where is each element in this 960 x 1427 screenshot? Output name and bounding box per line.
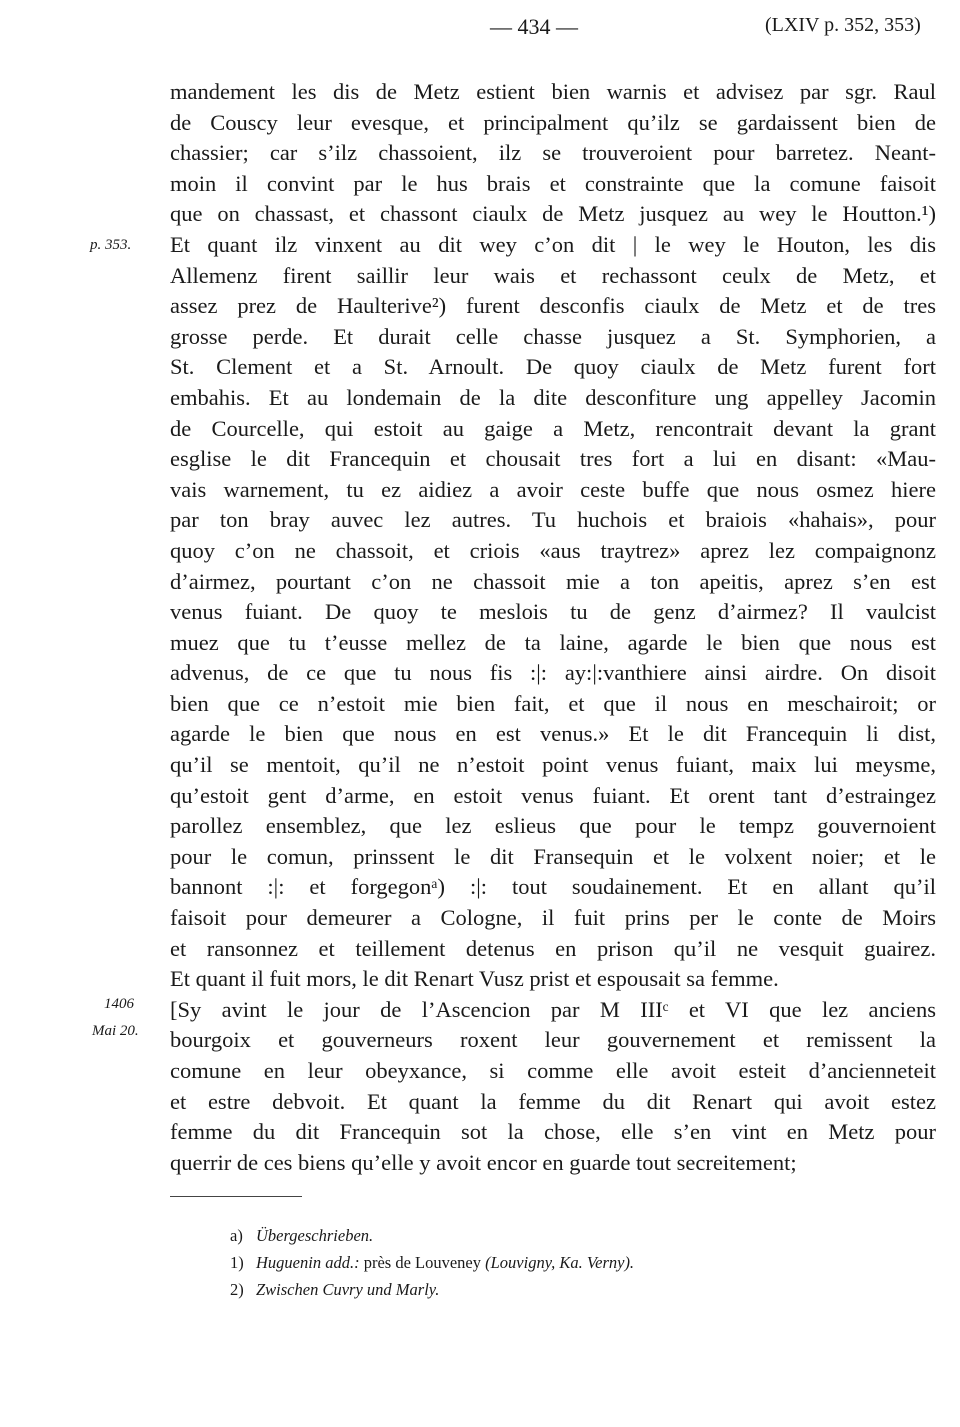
footnote-lead: Huguenin add.: [256,1253,360,1272]
text-line: quoy c’on ne chassoit, et criois «aus traytrez» aprez lez compaignonz [170,537,936,563]
footnote-text: près de Louveney [359,1253,486,1272]
footnote-mark: 1) [230,1253,244,1272]
footnote-text: Zwischen Cuvry und Marly. [256,1280,440,1299]
footnote-tail: (Louvigny, Ka. Verny). [485,1253,635,1272]
text-line: de Courcelle, qui estoit au gaige a Metz, rencontrait devant la grant [170,415,936,441]
footnote-mark: 2) [230,1280,244,1299]
text-line: d’airmez, pourtant c’on ne chassoit mie a ton apeitis, aprez s’en est [170,568,936,594]
page-number: — 434 — [490,14,578,39]
footnotes [230,1222,930,1303]
text-line: bourgoix et gouverneurs roxent leur gouvernement et remissent la [170,1027,936,1053]
footnote-2 [230,1276,930,1303]
text-line: chassier; car s’ilz chassoient, ilz se trouveroient pour barretez. Neant- [170,140,936,166]
text-line: qu’estoit gent d’arme, en estoit venus fuiant. Et orent tant d’estraingez [170,782,936,808]
text-line: esglise le dit Francequin et chousait tres fort a lui en disant: «Mau- [170,446,936,472]
footnote-separator [170,1196,302,1197]
text-line: que on chassast, et chassont ciaulx de Metz jusquez au wey le Houtton.¹) [170,201,936,227]
text-line: de Couscy leur evesque, et principalment qu’ilz se gardaissent bien de [170,109,936,135]
page-reference: (LXIV p. 352, 353) [765,14,921,36]
text-line: Allemenz firent saillir leur wais et rechassont ceulx de Metz, et [170,262,936,288]
text-line: embahis. Et au londemain de la dite desconfiture ung appelley Jacomin [170,384,936,410]
text-line: querrir de ces biens qu’elle y avoit encor en guarde tout secreitement; [170,1149,797,1175]
text-line: parollez ensemblez, que lez eslieus que pour le tempz gouvernoient [170,813,936,839]
text-line: par ton bray auvec lez autres. Tu huchois et braiois «hahais», pour [170,507,936,533]
footnote-1 [230,1249,930,1276]
text-line: qu’il se mentoit, qu’il ne n’estoit point venus fuiant, maix lui meysme, [170,752,936,778]
text-line: vais warnement, tu ez aidiez a avoir ceste buffe que nous osmez hiere [170,476,936,502]
text-line: muez que tu t’eusse mellez de ta laine, agarde le bien que nous est [170,629,936,655]
text-line: faisoit pour demeurer a Cologne, il fuit prins per le conte de Moirs [170,905,936,931]
text-line: bien que ce n’estoit mie bien fait, et que il nous en meschairoit; or [170,690,936,716]
text-line: pour le comun, prinssent le dit Fransequin et le volxent noier; et le [170,843,936,869]
text-line: Et quant il fuit mors, le dit Renart Vusz prist et espousait sa femme. [170,966,779,992]
text-line: moin il convint par le hus brais et constrainte que la comune faisoit [170,170,936,196]
text-line: et ransonnez et teillement detenus en prison qu’il ne vesquit guairez. [170,935,936,961]
text-line: Et quant ilz vinxent au dit wey c’on dit | le wey le Houton, les dis [170,231,936,257]
footnote-text: Übergeschrieben. [256,1226,374,1245]
footnote-mark: a) [230,1226,243,1245]
text-line: agarde le bien que nous en est venus.» Et le dit Francequin li dist, [170,721,936,747]
text-line: advenus, de ce que tu nous fis :|: ay:|:vanthiere ainsi airdre. On disoit [170,660,936,686]
text-line: [Sy avint le jour de l’Ascencion par M IIIᶜ et VI que lez anciens [170,996,936,1022]
main-text [170,77,936,1178]
text-line: St. Clement et a St. Arnoult. De quoy ciaulx de Metz furent fort [170,354,936,380]
margin-date: Mai 20. [92,1023,139,1039]
text-line: mandement les dis de Metz estient bien warnis et advisez par sgr. Raul [170,79,936,104]
text-line: comune en leur obeyxance, si comme elle avoit esteit d’ancienneteit [170,1058,936,1083]
text-line: assez prez de Haulterive²) furent desconfis ciaulx de Metz et de tres [170,293,936,319]
text-line: venus fuiant. De quoy te meslois tu de genz d’airmez? Il vaulcist [170,599,936,625]
margin-year: 1406 [104,996,134,1012]
footnote-a [230,1222,930,1249]
margin-page-marker: p. 353. [90,237,132,253]
text-line: et estre debvoit. Et quant la femme du dit Renart qui avoit estez [170,1088,936,1114]
text-line: femme du dit Francequin sot la chose, elle s’en vint en Metz pour [170,1119,936,1145]
page-header [0,14,960,44]
text-line: grosse perde. Et durait celle chasse jusquez a St. Symphorien, a [170,323,936,349]
text-line: bannont :|: et forgegonᵃ) :|: tout soudainement. Et en allant qu’il [170,874,936,900]
